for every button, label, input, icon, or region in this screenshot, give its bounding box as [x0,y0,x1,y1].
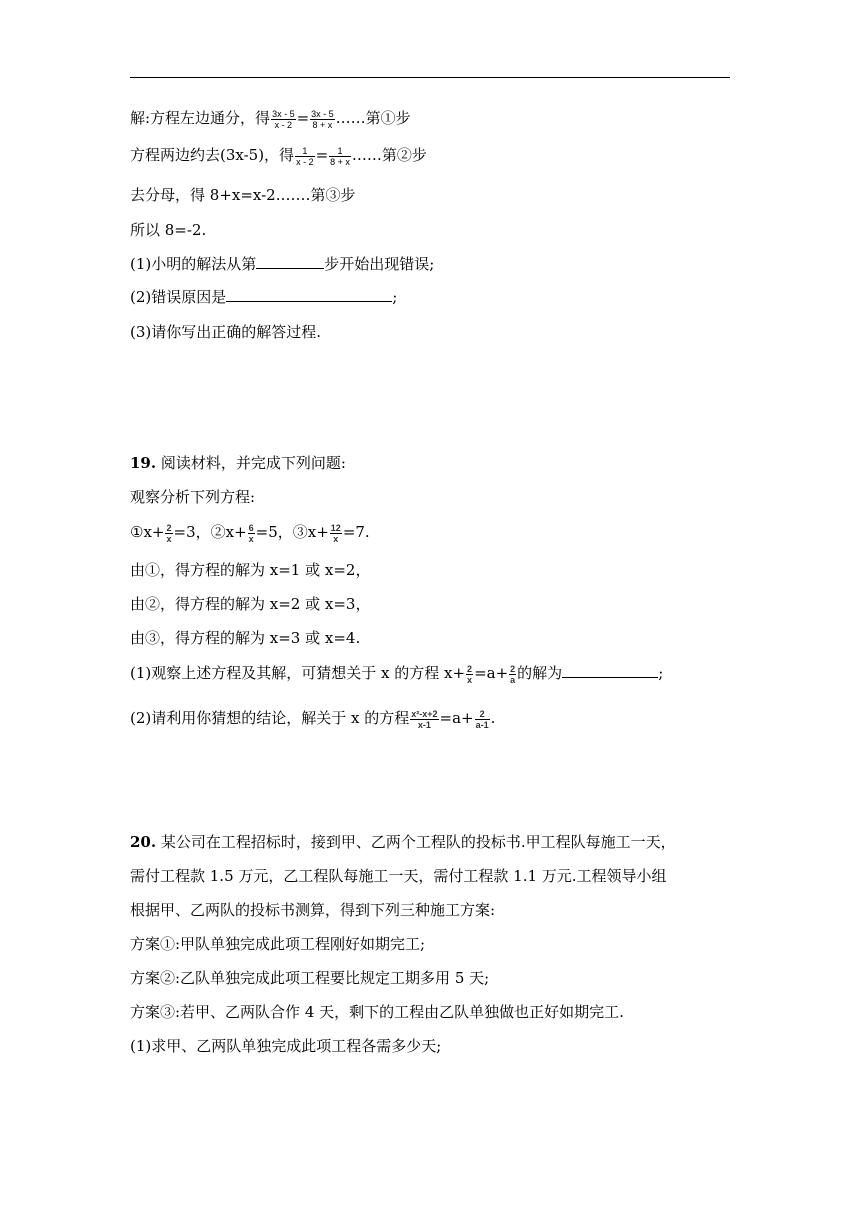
q18-step1: 解:方程左边通分，得 $\frac{3x - 5}{x - 2}$ = $\frac{3x - 5}{8 + x}$ ……第①步 [130,108,411,130]
q20-plan2: 方案②:乙队单独完成此项工程要比规定工期多用 5 天; [130,969,490,987]
q20-part1: (1)求甲、乙两队单独完成此项工程各需多少天; [130,1037,442,1055]
q20-plan1: 方案①:甲队单独完成此项工程刚好如期完工; [130,935,426,953]
q18-conclusion: 所以 8=-2. [130,221,207,239]
q19-solution-1: 由①，得方程的解为 x=1 或 x=2， [130,561,371,579]
q20-line3: 根据甲、乙两队的投标书测算，得到下列三种施工方案: [130,901,496,919]
header-rule [130,77,730,78]
q19-solution-2: 由②，得方程的解为 x=2 或 x=3， [130,595,371,613]
q18-step1-text: 解:方程左边通分，得 [130,109,271,127]
fraction: $\frac{6}{x}$ [248,522,254,544]
q19-observe: 观察分析下列方程: [130,488,256,506]
q20-line1: 20. 某公司在工程招标时，接到甲、乙两个工程队的投标书.甲工程队每施工一天， [130,833,676,851]
question-number: 19. [130,454,157,472]
q18-part1: (1)小明的解法从第 步开始出现错误; [130,255,435,273]
fraction: $\frac{1}{x - 2}$ [296,145,314,167]
fraction: $\frac{\text{x²-x+2}}{x-1}$ [411,708,438,730]
q18-step2-text: 方程两边约去(3x-5)，得 [130,146,295,164]
fraction: $\frac{2}{x}$ [166,522,172,544]
fraction: $\frac{3x - 5}{8 + x}$ [311,108,334,130]
answer-blank[interactable] [562,663,658,678]
q18-part3: (3)请你写出正确的解答过程. [130,323,322,341]
question-number: 20. [130,833,157,851]
q19-solution-3: 由③，得方程的解为 x=3 或 x=4. [130,629,361,647]
fraction: $\frac{2}{a-1}$ [475,708,489,730]
q18-step2: 方程两边约去(3x-5)，得 $\frac{1}{x - 2}$ = $\frac{1}{8 + x}$ ……第②步 [130,145,427,167]
q19-title: 19. 阅读材料，并完成下列问题: [130,454,346,472]
answer-blank[interactable] [256,254,324,269]
fraction: $\frac{2}{x}$ [467,663,473,685]
answer-blank[interactable] [226,287,392,302]
q20-plan3: 方案③:若甲、乙两队合作 4 天，剩下的工程由乙队单独做也正好如期完工. [130,1003,624,1021]
q19-part1: (1)观察上述方程及其解，可猜想关于 x 的方程 x+ $\frac{2}{x}$ =a+ $\frac{2}{a}$ 的解为 ; [130,663,664,685]
q18-step3: 去分母，得 8+x=x-2.……第③步 [130,186,356,204]
fraction: $\frac{2}{a}$ [510,663,516,685]
q20-line2: 需付工程款 1.5 万元，乙工程队每施工一天，需付工程款 1.1 万元.工程领导小组 [130,867,667,885]
q18-part2: (2)错误原因是 ; [130,288,398,306]
fraction: $\frac{1}{8 + x}$ [330,145,350,167]
q19-equations: ①x+ $\frac{2}{x}$ =3，②x+ $\frac{6}{x}$ =5，③x+ $\frac{12}{x}$ =7. [130,522,370,544]
q19-part2: (2)请利用你猜想的结论，解关于 x 的方程 $\frac{\text{x²-x+2}}{x-1}$ =a+ $\frac{2}{a-1}$ . [130,708,496,730]
fraction: $\frac{12}{x}$ [330,522,341,544]
fraction: $\frac{3x - 5}{x - 2}$ [272,108,295,130]
